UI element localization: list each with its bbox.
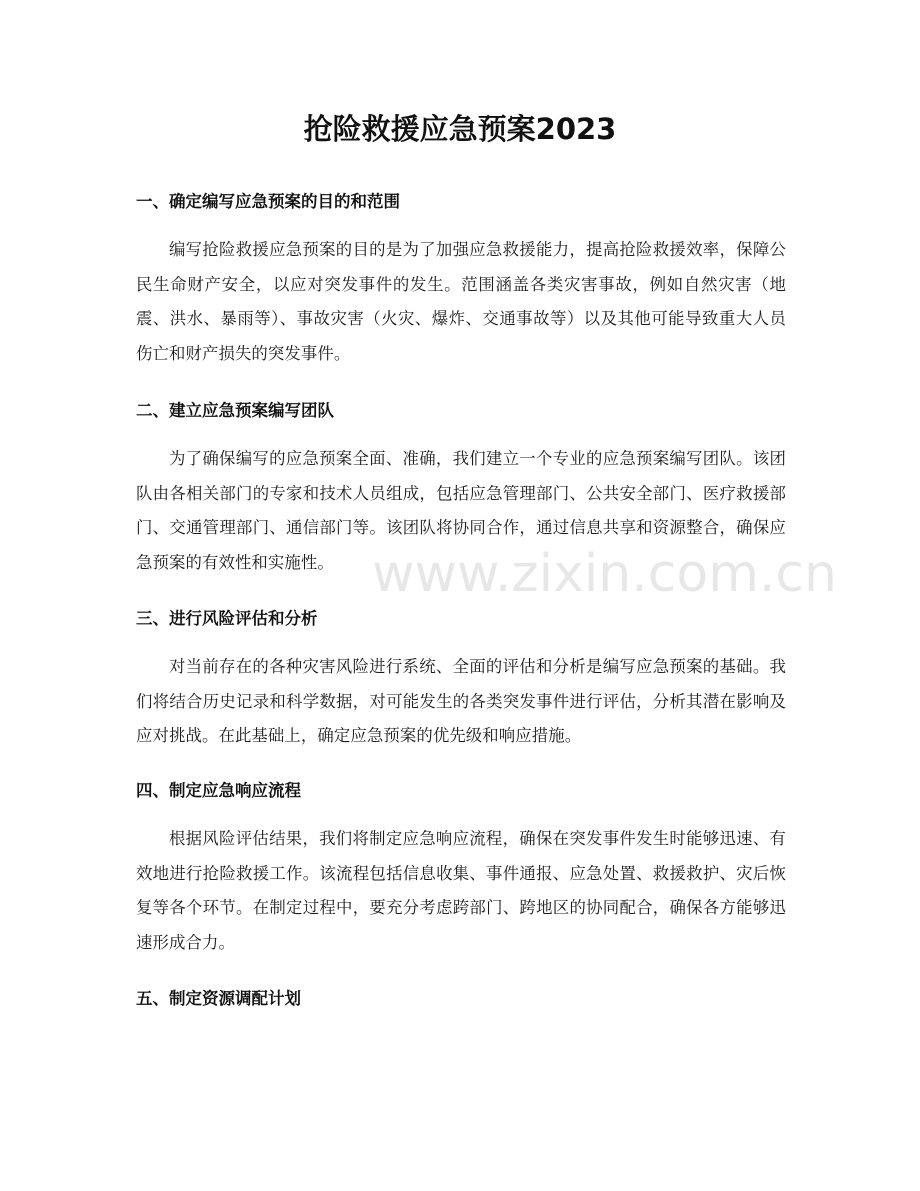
section-3-body: 对当前存在的各种灾害风险进行系统、全面的评估和分析是编写应急预案的基础。我们将结合历史记录和科学数据，对可能发生的各类突发事件进行评估，分析其潜在影响及应对挑战。在此基础上，确定应急预案的优先级和响应措施。 <box>136 657 786 745</box>
section-2-body: 为了确保编写的应急预案全面、准确，我们建立一个专业的应急预案编写团队。该团队由各相关部门的专家和技术人员组成，包括应急管理部门、公共安全部门、医疗救援部门、交通管理部门、通信部门等。该团队将协同合作，通过信息共享和资源整合，确保应急预案的有效性和实施性。 <box>136 449 786 572</box>
section-4-body: 根据风险评估结果，我们将制定应急响应流程，确保在突发事件发生时能够迅速、有效地进行抢险救援工作。该流程包括信息收集、事件通报、应急处置、救援救护、灾后恢复等各个环节。在制定过程中，要充分考虑跨部门、跨地区的协同配合，确保各方能够迅速形成合力。 <box>136 829 786 952</box>
section-1-body: 编写抢险救援应急预案的目的是为了加强应急救援能力，提高抢险救援效率，保障公民生命财产安全，以应对突发事件的发生。范围涵盖各类灾害事故，例如自然灾害（地震、洪水、暴雨等）、事故灾害（火灾、爆炸、交通事故等）以及其他可能导致重大人员伤亡和财产损失的突发事件。 <box>136 240 786 363</box>
section-4-heading: 四、制定应急响应流程 <box>136 781 301 800</box>
section-2-heading: 二、建立应急预案编写团队 <box>136 401 334 420</box>
section-1-heading: 一、确定编写应急预案的目的和范围 <box>136 192 400 211</box>
document-title: 抢险救援应急预案2023 <box>303 112 617 146</box>
section-3-heading: 三、进行风险评估和分析 <box>136 609 318 628</box>
section-5-heading: 五、制定资源调配计划 <box>136 989 301 1008</box>
watermark-text: www.zixin.com.cn <box>372 544 837 604</box>
